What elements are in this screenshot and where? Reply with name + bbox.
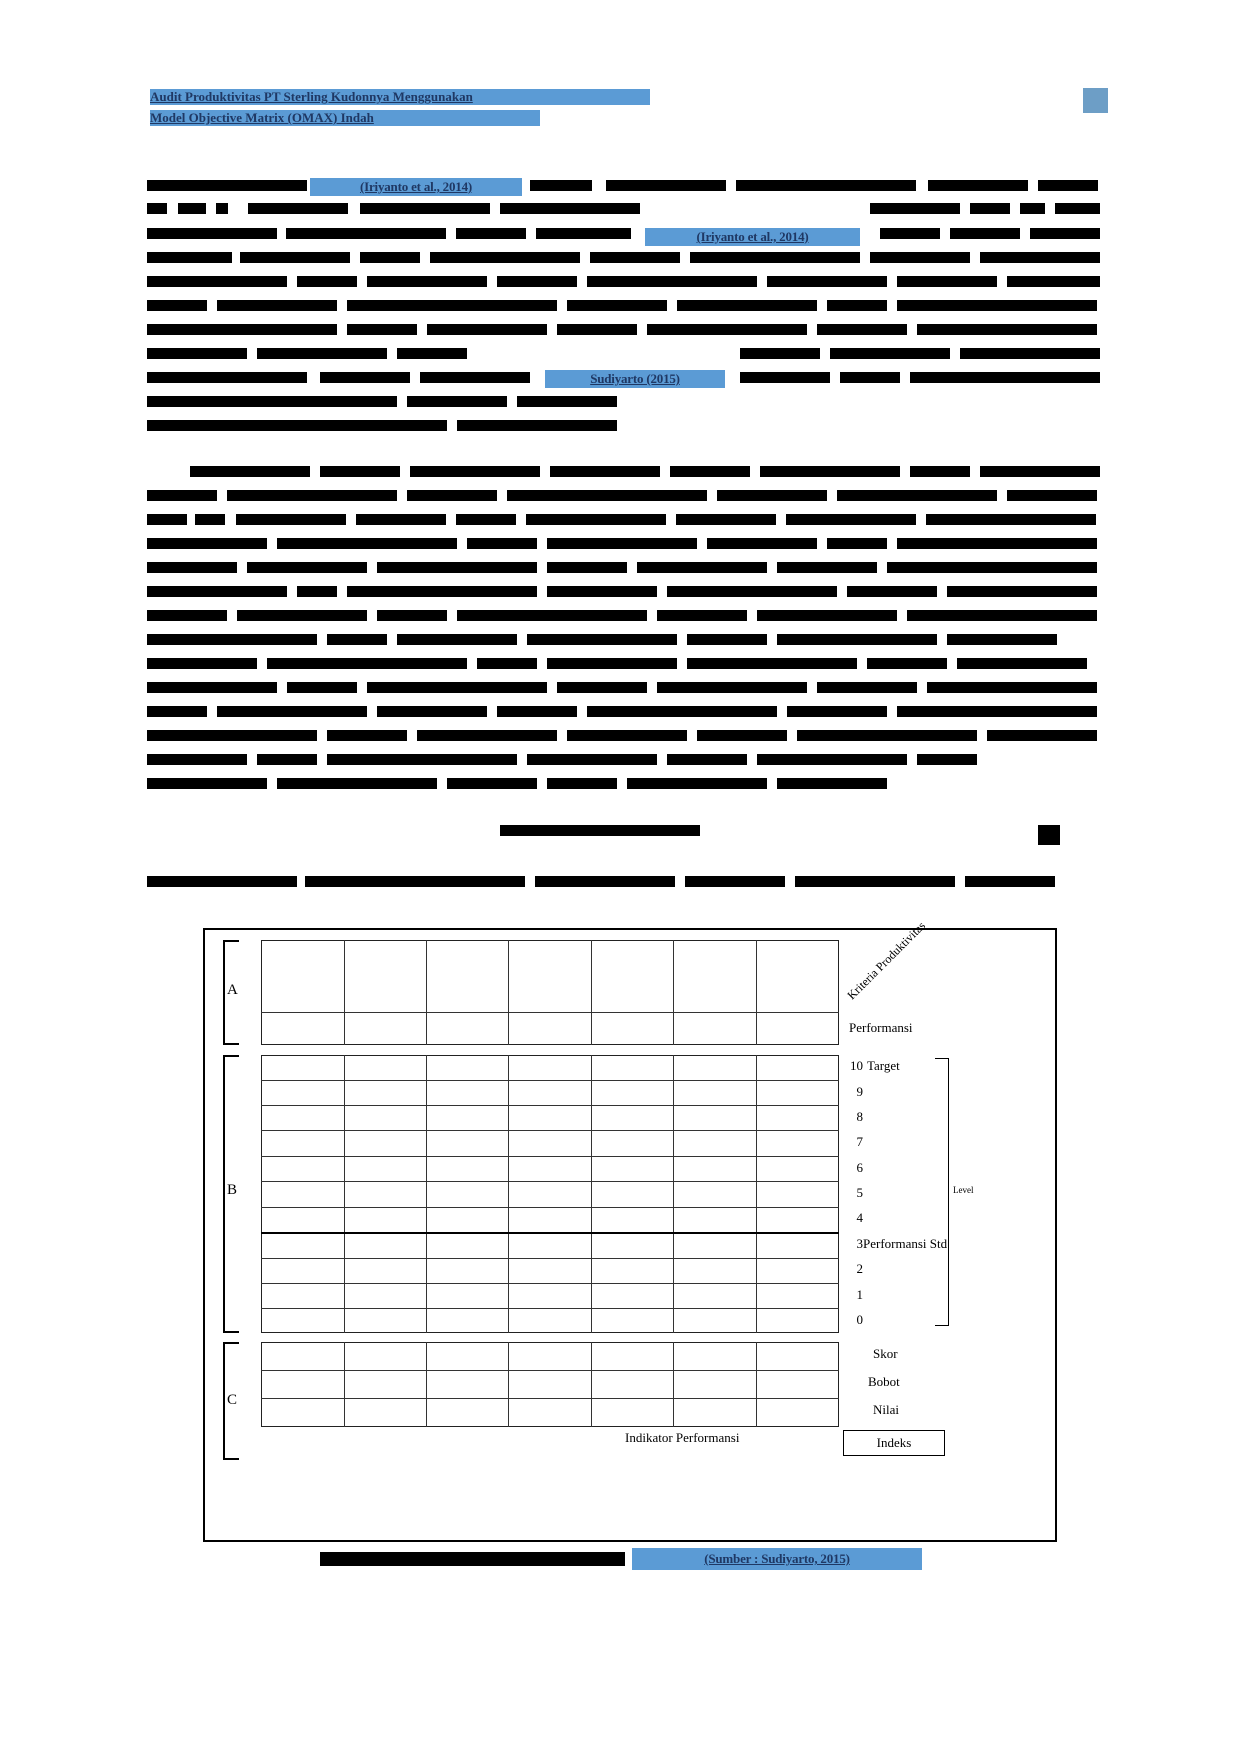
level-value: 0 xyxy=(856,1312,863,1327)
text-line-segment xyxy=(547,658,677,669)
text-line-segment xyxy=(627,778,767,789)
text-line-segment xyxy=(397,348,467,359)
text-line-segment xyxy=(147,490,217,501)
text-line-segment xyxy=(870,203,960,214)
text-line-segment xyxy=(777,562,877,573)
text-line-segment xyxy=(917,324,1097,335)
grid-divider xyxy=(508,1342,509,1427)
grid-divider xyxy=(261,1156,839,1157)
text-line-segment xyxy=(147,228,277,239)
figure-source-citation[interactable]: (Sumber : Sudiyarto, 2015) xyxy=(632,1548,922,1570)
text-line-segment xyxy=(147,610,227,621)
score-grid xyxy=(261,1342,839,1427)
skor-label: Skor xyxy=(873,1346,898,1361)
text-line-segment xyxy=(910,466,970,477)
citation-2[interactable]: (Iriyanto et al., 2014) xyxy=(645,228,860,246)
text-line-segment xyxy=(587,706,777,717)
text-line-segment xyxy=(760,466,900,477)
text-line-segment xyxy=(147,562,237,573)
text-line-segment xyxy=(147,372,307,383)
text-line-segment xyxy=(216,203,228,214)
grid-divider xyxy=(261,1130,839,1131)
text-line-segment xyxy=(507,490,707,501)
citation-1[interactable]: (Iriyanto et al., 2014) xyxy=(310,178,522,196)
text-line-segment xyxy=(147,730,317,741)
text-line-segment xyxy=(147,300,207,311)
text-line-segment xyxy=(897,300,1097,311)
indikator-performansi-label: Indikator Performansi xyxy=(625,1430,740,1445)
criteria-grid xyxy=(261,940,839,1045)
document-heading-line-2: Model Objective Matrix (OMAX) Indah xyxy=(150,110,540,126)
grid-divider xyxy=(261,1398,839,1399)
text-line-segment xyxy=(147,754,247,765)
text-line-segment xyxy=(147,514,187,525)
text-line-segment xyxy=(590,252,680,263)
text-line-segment xyxy=(887,562,1097,573)
text-line-segment xyxy=(547,778,617,789)
text-line-segment xyxy=(447,778,537,789)
text-line-segment xyxy=(147,420,447,431)
text-line-segment xyxy=(827,300,887,311)
text-line-segment xyxy=(897,706,1097,717)
document-heading-line-1: Audit Produktivitas PT Sterling Kudonnya Menggunakan xyxy=(150,89,650,105)
section-a-label: A xyxy=(227,982,238,998)
text-line-segment xyxy=(1038,180,1098,191)
text-line-segment xyxy=(147,203,167,214)
grid-divider xyxy=(426,940,427,1045)
text-line-segment xyxy=(267,658,467,669)
text-line-segment xyxy=(147,252,232,263)
indeks-box: Indeks xyxy=(843,1430,945,1456)
text-line-segment xyxy=(587,276,757,287)
grid-divider xyxy=(261,1105,839,1106)
text-line-segment xyxy=(147,876,297,887)
grid-divider xyxy=(344,940,345,1045)
text-line-segment xyxy=(277,538,457,549)
text-line-segment xyxy=(690,252,860,263)
grid-divider xyxy=(344,1055,345,1333)
text-line-segment xyxy=(320,466,400,477)
grid-divider xyxy=(261,1308,839,1309)
text-line-segment xyxy=(530,180,592,191)
text-line-segment xyxy=(367,682,547,693)
text-line-segment xyxy=(786,514,916,525)
text-line-segment xyxy=(740,348,820,359)
text-line-segment xyxy=(817,682,917,693)
text-line-segment xyxy=(217,300,337,311)
text-line-segment xyxy=(456,514,516,525)
text-line-segment xyxy=(257,754,317,765)
level-value: 5 xyxy=(856,1185,863,1200)
text-line-segment xyxy=(320,372,410,383)
text-line-segment xyxy=(410,466,540,477)
level-bracket xyxy=(935,1058,949,1326)
grid-divider xyxy=(261,1080,839,1081)
text-line-segment xyxy=(327,754,517,765)
text-line-segment xyxy=(647,324,807,335)
text-line-segment xyxy=(757,610,897,621)
text-line-segment xyxy=(147,324,337,335)
text-line-segment xyxy=(677,300,817,311)
text-line-segment xyxy=(500,203,640,214)
text-line-segment xyxy=(500,825,700,836)
text-line-segment xyxy=(917,754,977,765)
text-line-segment xyxy=(777,778,887,789)
objective-matrix-figure xyxy=(203,918,1057,1542)
text-line-segment xyxy=(567,730,687,741)
grid-divider xyxy=(261,1370,839,1371)
text-line-segment xyxy=(347,300,557,311)
text-line-segment xyxy=(910,372,1100,383)
text-line-segment xyxy=(947,586,1097,597)
text-line-segment xyxy=(557,324,637,335)
text-line-segment xyxy=(297,586,337,597)
grid-divider xyxy=(344,1342,345,1427)
text-line-segment xyxy=(667,586,837,597)
text-line-segment xyxy=(257,348,387,359)
text-line-segment xyxy=(240,252,350,263)
text-line-segment xyxy=(305,876,525,887)
nilai-label: Nilai xyxy=(873,1402,899,1417)
citation-3[interactable]: Sudiyarto (2015) xyxy=(545,370,725,388)
section-c-label: C xyxy=(227,1392,238,1408)
level-grid xyxy=(261,1055,839,1333)
text-line-segment xyxy=(847,586,937,597)
text-line-segment xyxy=(147,778,267,789)
text-line-segment xyxy=(547,586,657,597)
grid-divider xyxy=(591,1055,592,1333)
text-line-segment xyxy=(367,276,487,287)
text-line-segment xyxy=(456,228,526,239)
text-line-segment xyxy=(147,180,307,191)
text-line-segment xyxy=(477,658,537,669)
text-line-segment xyxy=(286,228,446,239)
performansi-label: Performansi xyxy=(849,1020,913,1035)
grid-divider xyxy=(756,940,757,1045)
text-line-segment xyxy=(950,228,1020,239)
text-line-segment xyxy=(960,348,1100,359)
text-line-segment xyxy=(420,372,530,383)
text-line-segment xyxy=(237,610,367,621)
text-line-segment xyxy=(880,228,940,239)
text-line-segment xyxy=(1020,203,1045,214)
text-line-segment xyxy=(178,203,206,214)
text-line-segment xyxy=(827,538,887,549)
text-line-segment xyxy=(830,348,950,359)
text-line-segment xyxy=(736,180,916,191)
text-line-segment xyxy=(147,538,267,549)
text-line-segment xyxy=(667,754,747,765)
grid-divider xyxy=(261,1181,839,1182)
text-line-segment xyxy=(987,730,1097,741)
kriteria-produktivitas-label: Kriteria Produktivitas xyxy=(844,918,929,1003)
text-line-segment xyxy=(867,658,947,669)
bobot-label: Bobot xyxy=(868,1374,900,1389)
section-b-label: B xyxy=(227,1182,238,1198)
text-line-segment xyxy=(1030,228,1100,239)
grid-divider xyxy=(591,1342,592,1427)
text-line-segment xyxy=(965,876,1055,887)
level-value: 6 xyxy=(856,1160,863,1175)
text-line-segment xyxy=(248,203,348,214)
page-corner-marker xyxy=(1083,88,1108,113)
text-line-segment xyxy=(557,682,647,693)
text-line-segment xyxy=(147,348,247,359)
text-line-segment xyxy=(637,562,767,573)
text-line-segment xyxy=(430,252,580,263)
text-line-segment xyxy=(697,730,787,741)
text-line-segment xyxy=(740,372,830,383)
text-line-segment xyxy=(947,634,1057,645)
text-line-segment xyxy=(657,610,747,621)
text-line-segment xyxy=(897,276,997,287)
text-line-segment xyxy=(147,276,287,287)
text-line-segment xyxy=(397,634,517,645)
target-label: Target xyxy=(867,1058,900,1073)
text-line-segment xyxy=(427,324,547,335)
level-value: 9 xyxy=(856,1084,863,1099)
level-value: 1 xyxy=(856,1287,863,1302)
grid-divider xyxy=(756,1342,757,1427)
text-line-segment xyxy=(670,466,750,477)
text-line-segment xyxy=(687,634,767,645)
text-line-segment xyxy=(247,562,367,573)
text-line-segment xyxy=(567,300,667,311)
text-line-segment xyxy=(457,420,617,431)
text-line-segment xyxy=(840,372,900,383)
text-line-segment xyxy=(497,706,577,717)
level-value: 8 xyxy=(856,1109,863,1124)
text-line-segment xyxy=(767,276,887,287)
grid-divider xyxy=(591,940,592,1045)
grid-divider xyxy=(756,1055,757,1333)
text-line-segment xyxy=(190,466,310,477)
performansi-std-line xyxy=(261,1232,839,1234)
text-line-segment xyxy=(980,252,1100,263)
text-line-segment xyxy=(547,562,627,573)
text-line-segment xyxy=(407,490,497,501)
text-line-segment xyxy=(795,876,955,887)
text-line-segment xyxy=(417,730,557,741)
text-line-segment xyxy=(457,610,647,621)
text-line-segment xyxy=(195,514,225,525)
text-line-segment xyxy=(1007,490,1097,501)
text-line-segment xyxy=(356,514,446,525)
text-line-segment xyxy=(360,203,490,214)
grid-divider xyxy=(261,1012,839,1013)
text-line-segment xyxy=(797,730,977,741)
text-line-segment xyxy=(227,490,397,501)
text-line-segment xyxy=(497,276,577,287)
level-value: 4 xyxy=(856,1210,863,1225)
grid-divider xyxy=(673,1342,674,1427)
text-line-segment xyxy=(837,490,997,501)
text-line-segment xyxy=(147,658,257,669)
text-line-segment xyxy=(147,396,397,407)
figure-caption-redacted xyxy=(320,1552,625,1566)
text-line-segment xyxy=(536,228,631,239)
text-line-segment xyxy=(870,252,970,263)
grid-divider xyxy=(673,1055,674,1333)
text-line-segment xyxy=(957,658,1087,669)
text-line-segment xyxy=(547,538,697,549)
text-line-segment xyxy=(676,514,776,525)
text-line-segment xyxy=(147,634,317,645)
text-line-segment xyxy=(347,586,537,597)
text-line-segment xyxy=(970,203,1010,214)
text-line-segment xyxy=(517,396,617,407)
text-line-segment xyxy=(1055,203,1100,214)
text-line-segment xyxy=(685,876,785,887)
grid-divider xyxy=(426,1342,427,1427)
text-line-segment xyxy=(297,276,357,287)
text-line-segment xyxy=(377,610,447,621)
text-line-segment xyxy=(657,682,807,693)
grid-divider xyxy=(508,940,509,1045)
level-value: 10 xyxy=(850,1058,863,1073)
text-line-segment xyxy=(717,490,827,501)
text-line-segment xyxy=(928,180,1028,191)
level-label: Level xyxy=(953,1185,974,1195)
text-line-segment xyxy=(377,706,487,717)
level-value: 3 xyxy=(856,1236,863,1251)
text-line-segment xyxy=(1007,276,1100,287)
text-line-segment xyxy=(217,706,367,717)
text-line-segment xyxy=(550,466,660,477)
text-line-segment xyxy=(787,706,887,717)
text-line-segment xyxy=(360,252,420,263)
text-line-segment xyxy=(606,180,726,191)
grid-divider xyxy=(508,1055,509,1333)
grid-divider xyxy=(261,1258,839,1259)
text-line-segment xyxy=(817,324,907,335)
text-line-segment xyxy=(897,538,1097,549)
text-line-segment xyxy=(777,634,937,645)
text-line-segment xyxy=(535,876,675,887)
text-line-segment xyxy=(347,324,417,335)
text-line-segment xyxy=(527,634,677,645)
text-line-segment xyxy=(527,754,657,765)
level-value: 7 xyxy=(856,1134,863,1149)
grid-divider xyxy=(261,1283,839,1284)
text-line-segment xyxy=(277,778,437,789)
text-line-segment xyxy=(327,730,407,741)
text-line-segment xyxy=(467,538,537,549)
text-line-segment xyxy=(407,396,507,407)
text-line-segment xyxy=(327,634,387,645)
text-line-segment xyxy=(147,706,207,717)
text-line-segment xyxy=(236,514,346,525)
text-line-segment xyxy=(147,682,277,693)
grid-divider xyxy=(426,1055,427,1333)
text-line-segment xyxy=(526,514,666,525)
text-line-segment xyxy=(757,754,907,765)
grid-divider xyxy=(673,940,674,1045)
text-line-segment xyxy=(147,586,287,597)
text-line-segment xyxy=(1038,825,1060,845)
text-line-segment xyxy=(980,466,1100,477)
performansi-std-label: Performansi Std xyxy=(863,1236,948,1251)
grid-divider xyxy=(261,1207,839,1208)
text-line-segment xyxy=(926,514,1096,525)
level-value: 2 xyxy=(856,1261,863,1276)
text-line-segment xyxy=(377,562,537,573)
text-line-segment xyxy=(907,610,1097,621)
text-line-segment xyxy=(687,658,857,669)
text-line-segment xyxy=(707,538,817,549)
text-line-segment xyxy=(287,682,357,693)
text-line-segment xyxy=(927,682,1097,693)
